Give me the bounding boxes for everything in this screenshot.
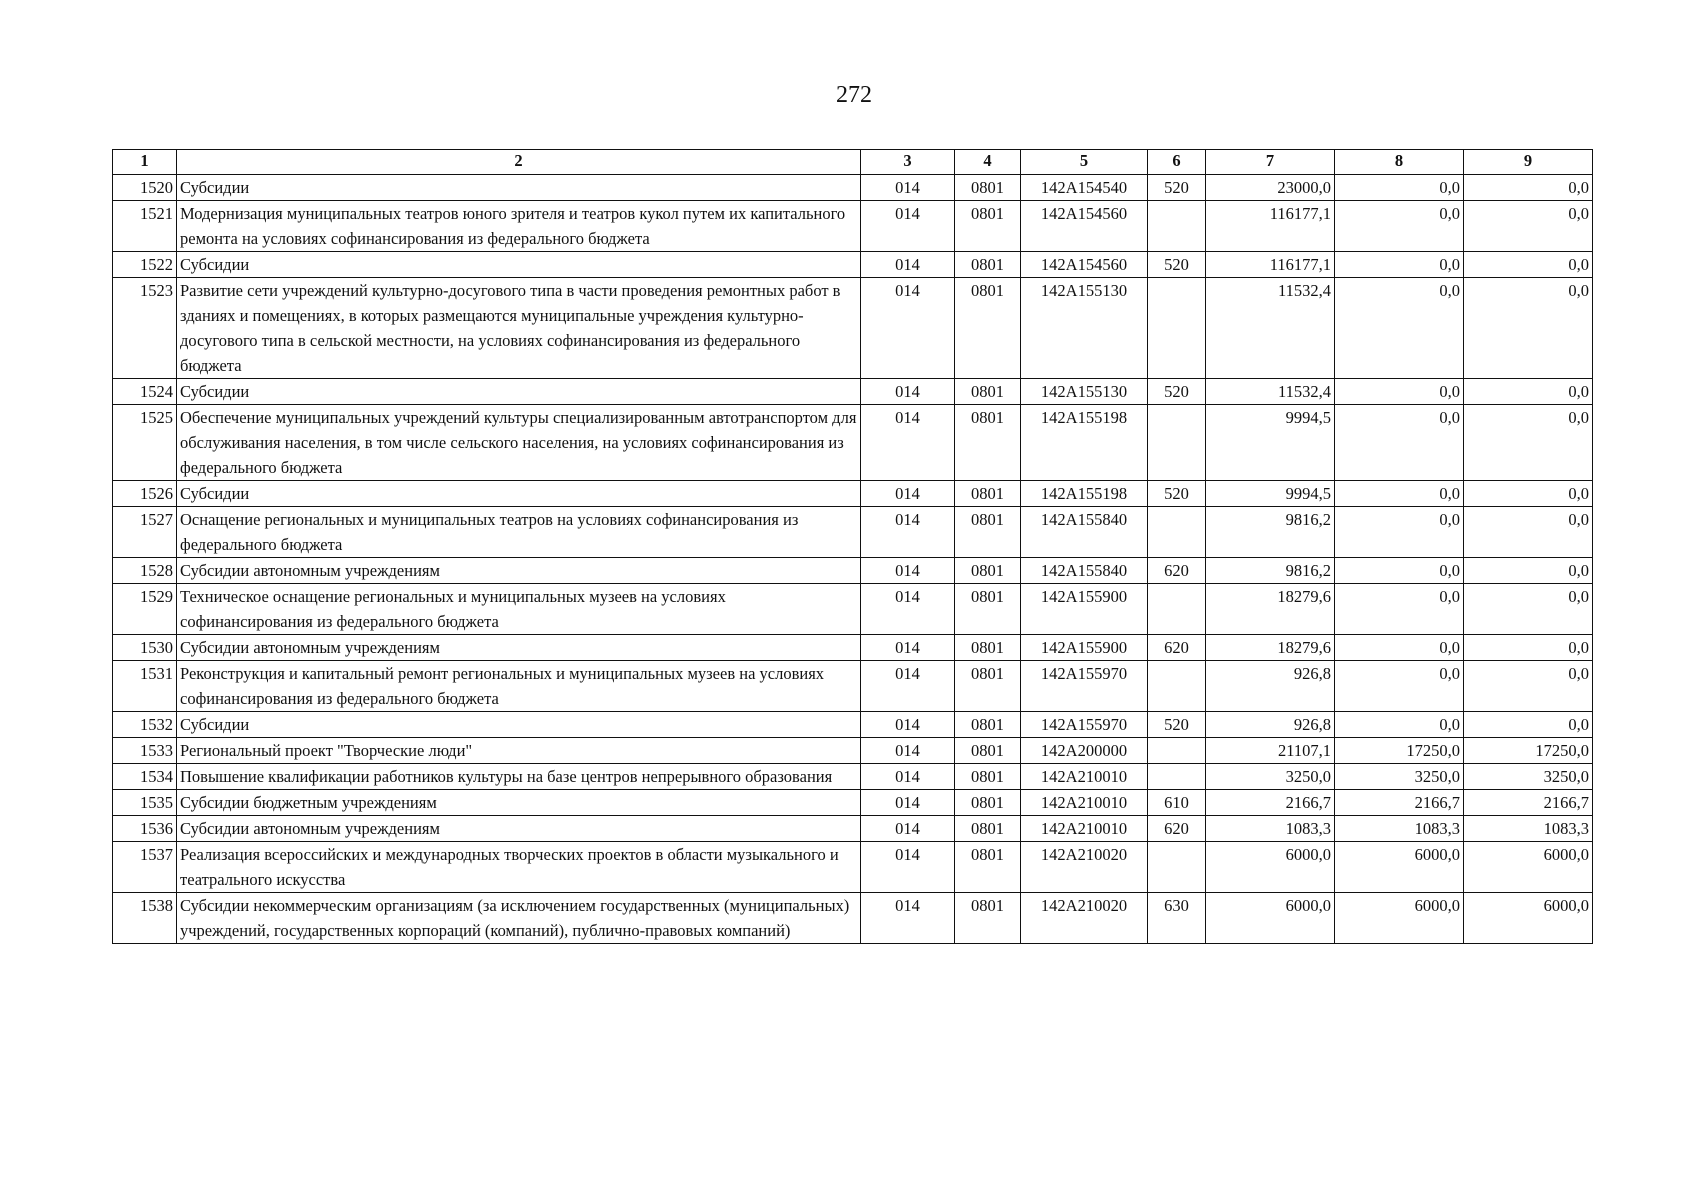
amount-year1-cell: 11532,4 — [1206, 278, 1335, 379]
amount-year1-cell: 2166,7 — [1206, 790, 1335, 816]
amount-year2-cell: 0,0 — [1335, 712, 1464, 738]
row-name-cell: Субсидии некоммерческим организациям (за исключением государственных (муниципальных) учреждений, государственных корпораций (компаний), публично-правовых компаний) — [177, 893, 861, 944]
expense-type-cell: 520 — [1148, 252, 1206, 278]
amount-year3-cell: 1083,3 — [1464, 816, 1593, 842]
row-number-cell: 1531 — [113, 661, 177, 712]
row-number-cell: 1529 — [113, 584, 177, 635]
target-code-cell: 142А210010 — [1021, 816, 1148, 842]
ministry-code-cell: 014 — [861, 738, 955, 764]
target-code-cell: 142А154560 — [1021, 252, 1148, 278]
expense-type-cell: 630 — [1148, 893, 1206, 944]
expense-type-cell: 620 — [1148, 558, 1206, 584]
amount-year2-cell: 0,0 — [1335, 278, 1464, 379]
section-code-cell: 0801 — [955, 842, 1021, 893]
row-number-cell: 1523 — [113, 278, 177, 379]
table-row — [113, 201, 1593, 252]
amount-year1-cell: 6000,0 — [1206, 842, 1335, 893]
expense-type-cell — [1148, 201, 1206, 252]
expense-type-cell: 620 — [1148, 816, 1206, 842]
header-cell: 8 — [1335, 150, 1464, 175]
section-code-cell: 0801 — [955, 816, 1021, 842]
section-code-cell: 0801 — [955, 201, 1021, 252]
amount-year3-cell: 0,0 — [1464, 379, 1593, 405]
section-code-cell: 0801 — [955, 738, 1021, 764]
target-code-cell: 142А154540 — [1021, 175, 1148, 201]
row-number-cell: 1534 — [113, 764, 177, 790]
section-code-cell: 0801 — [955, 584, 1021, 635]
expense-type-cell: 520 — [1148, 379, 1206, 405]
amount-year2-cell: 6000,0 — [1335, 842, 1464, 893]
expense-type-cell — [1148, 278, 1206, 379]
row-name-cell: Реализация всероссийских и международных творческих проектов в области музыкального и театрального искусства — [177, 842, 861, 893]
amount-year2-cell: 0,0 — [1335, 558, 1464, 584]
ministry-code-cell: 014 — [861, 175, 955, 201]
target-code-cell: 142А154560 — [1021, 201, 1148, 252]
table-row — [113, 175, 1593, 201]
expense-type-cell: 610 — [1148, 790, 1206, 816]
row-name-cell: Субсидии — [177, 379, 861, 405]
expense-type-cell: 520 — [1148, 481, 1206, 507]
page-number: 272 — [836, 82, 872, 108]
target-code-cell: 142А155970 — [1021, 661, 1148, 712]
amount-year1-cell: 9994,5 — [1206, 481, 1335, 507]
amount-year1-cell: 9816,2 — [1206, 558, 1335, 584]
amount-year1-cell: 116177,1 — [1206, 252, 1335, 278]
row-number-cell: 1526 — [113, 481, 177, 507]
header-row — [113, 150, 1593, 175]
section-code-cell: 0801 — [955, 558, 1021, 584]
ministry-code-cell: 014 — [861, 405, 955, 481]
target-code-cell: 142А210020 — [1021, 842, 1148, 893]
amount-year2-cell: 0,0 — [1335, 201, 1464, 252]
row-number-cell: 1537 — [113, 842, 177, 893]
row-name-cell: Региональный проект "Творческие люди" — [177, 738, 861, 764]
amount-year1-cell: 3250,0 — [1206, 764, 1335, 790]
target-code-cell: 142А155900 — [1021, 635, 1148, 661]
table-row — [113, 893, 1593, 944]
section-code-cell: 0801 — [955, 507, 1021, 558]
amount-year3-cell: 0,0 — [1464, 175, 1593, 201]
target-code-cell: 142А210020 — [1021, 893, 1148, 944]
amount-year1-cell: 9816,2 — [1206, 507, 1335, 558]
row-number-cell: 1538 — [113, 893, 177, 944]
amount-year1-cell: 18279,6 — [1206, 584, 1335, 635]
expense-type-cell: 520 — [1148, 175, 1206, 201]
amount-year2-cell: 1083,3 — [1335, 816, 1464, 842]
row-name-cell: Оснащение региональных и муниципальных театров на условиях софинансирования из федерального бюджета — [177, 507, 861, 558]
ministry-code-cell: 014 — [861, 893, 955, 944]
amount-year2-cell: 2166,7 — [1335, 790, 1464, 816]
header-cell: 4 — [955, 150, 1021, 175]
header-cell: 9 — [1464, 150, 1593, 175]
row-name-cell: Субсидии — [177, 175, 861, 201]
amount-year3-cell: 0,0 — [1464, 278, 1593, 379]
section-code-cell: 0801 — [955, 481, 1021, 507]
row-name-cell: Реконструкция и капитальный ремонт региональных и муниципальных музеев на условиях софинансирования из федерального бюджета — [177, 661, 861, 712]
table-row — [113, 252, 1593, 278]
amount-year1-cell: 21107,1 — [1206, 738, 1335, 764]
section-code-cell: 0801 — [955, 405, 1021, 481]
header-cell: 1 — [113, 150, 177, 175]
amount-year2-cell: 0,0 — [1335, 405, 1464, 481]
section-code-cell: 0801 — [955, 175, 1021, 201]
row-number-cell: 1520 — [113, 175, 177, 201]
amount-year2-cell: 0,0 — [1335, 481, 1464, 507]
row-number-cell: 1530 — [113, 635, 177, 661]
amount-year1-cell: 926,8 — [1206, 712, 1335, 738]
row-number-cell: 1522 — [113, 252, 177, 278]
row-name-cell: Субсидии автономным учреждениям — [177, 635, 861, 661]
table-body — [113, 175, 1593, 944]
amount-year3-cell: 0,0 — [1464, 405, 1593, 481]
target-code-cell: 142А155840 — [1021, 558, 1148, 584]
ministry-code-cell: 014 — [861, 584, 955, 635]
ministry-code-cell: 014 — [861, 481, 955, 507]
header-cell: 6 — [1148, 150, 1206, 175]
header-cell: 5 — [1021, 150, 1148, 175]
target-code-cell: 142А155900 — [1021, 584, 1148, 635]
amount-year1-cell: 11532,4 — [1206, 379, 1335, 405]
amount-year3-cell: 0,0 — [1464, 712, 1593, 738]
table-row — [113, 584, 1593, 635]
table-row — [113, 507, 1593, 558]
table-row — [113, 842, 1593, 893]
ministry-code-cell: 014 — [861, 712, 955, 738]
target-code-cell: 142А155840 — [1021, 507, 1148, 558]
ministry-code-cell: 014 — [861, 379, 955, 405]
header-cell: 7 — [1206, 150, 1335, 175]
row-name-cell: Субсидии автономным учреждениям — [177, 816, 861, 842]
amount-year2-cell: 17250,0 — [1335, 738, 1464, 764]
target-code-cell: 142А200000 — [1021, 738, 1148, 764]
section-code-cell: 0801 — [955, 661, 1021, 712]
section-code-cell: 0801 — [955, 764, 1021, 790]
row-name-cell: Обеспечение муниципальных учреждений культуры специализированным автотранспортом для обслуживания населения, в том числе сельского населения, на условиях софинансирования из федерального бюджета — [177, 405, 861, 481]
table-row — [113, 558, 1593, 584]
expense-type-cell: 520 — [1148, 712, 1206, 738]
amount-year2-cell: 0,0 — [1335, 175, 1464, 201]
expense-type-cell — [1148, 738, 1206, 764]
target-code-cell: 142А210010 — [1021, 790, 1148, 816]
expense-type-cell — [1148, 764, 1206, 790]
ministry-code-cell: 014 — [861, 558, 955, 584]
amount-year2-cell: 0,0 — [1335, 507, 1464, 558]
expense-type-cell: 620 — [1148, 635, 1206, 661]
table-row — [113, 738, 1593, 764]
row-name-cell: Субсидии автономным учреждениям — [177, 558, 861, 584]
header-cell: 2 — [177, 150, 861, 175]
row-number-cell: 1524 — [113, 379, 177, 405]
amount-year1-cell: 9994,5 — [1206, 405, 1335, 481]
header-cell: 3 — [861, 150, 955, 175]
expense-type-cell — [1148, 842, 1206, 893]
amount-year3-cell: 0,0 — [1464, 661, 1593, 712]
amount-year2-cell: 3250,0 — [1335, 764, 1464, 790]
section-code-cell: 0801 — [955, 635, 1021, 661]
section-code-cell: 0801 — [955, 712, 1021, 738]
table-row — [113, 379, 1593, 405]
amount-year3-cell: 0,0 — [1464, 507, 1593, 558]
amount-year1-cell: 23000,0 — [1206, 175, 1335, 201]
table-row — [113, 661, 1593, 712]
ministry-code-cell: 014 — [861, 252, 955, 278]
section-code-cell: 0801 — [955, 252, 1021, 278]
ministry-code-cell: 014 — [861, 661, 955, 712]
amount-year3-cell: 0,0 — [1464, 252, 1593, 278]
ministry-code-cell: 014 — [861, 278, 955, 379]
target-code-cell: 142А155130 — [1021, 379, 1148, 405]
ministry-code-cell: 014 — [861, 816, 955, 842]
amount-year3-cell: 0,0 — [1464, 558, 1593, 584]
amount-year3-cell: 6000,0 — [1464, 893, 1593, 944]
table-row — [113, 712, 1593, 738]
target-code-cell: 142А155970 — [1021, 712, 1148, 738]
table-row — [113, 405, 1593, 481]
table-row — [113, 278, 1593, 379]
amount-year3-cell: 3250,0 — [1464, 764, 1593, 790]
section-code-cell: 0801 — [955, 379, 1021, 405]
ministry-code-cell: 014 — [861, 764, 955, 790]
amount-year3-cell: 0,0 — [1464, 584, 1593, 635]
expense-type-cell — [1148, 507, 1206, 558]
amount-year2-cell: 0,0 — [1335, 635, 1464, 661]
amount-year1-cell: 18279,6 — [1206, 635, 1335, 661]
ministry-code-cell: 014 — [861, 507, 955, 558]
section-code-cell: 0801 — [955, 893, 1021, 944]
target-code-cell: 142А155198 — [1021, 405, 1148, 481]
row-name-cell: Субсидии — [177, 481, 861, 507]
ministry-code-cell: 014 — [861, 635, 955, 661]
table-row — [113, 764, 1593, 790]
row-name-cell: Субсидии — [177, 712, 861, 738]
row-number-cell: 1521 — [113, 201, 177, 252]
budget-table — [112, 149, 1593, 944]
row-name-cell: Техническое оснащение региональных и муниципальных музеев на условиях софинансирования из федерального бюджета — [177, 584, 861, 635]
amount-year2-cell: 0,0 — [1335, 252, 1464, 278]
target-code-cell: 142А155130 — [1021, 278, 1148, 379]
section-code-cell: 0801 — [955, 278, 1021, 379]
row-number-cell: 1527 — [113, 507, 177, 558]
row-number-cell: 1535 — [113, 790, 177, 816]
amount-year3-cell: 0,0 — [1464, 201, 1593, 252]
target-code-cell: 142А210010 — [1021, 764, 1148, 790]
amount-year3-cell: 0,0 — [1464, 481, 1593, 507]
amount-year1-cell: 6000,0 — [1206, 893, 1335, 944]
amount-year2-cell: 0,0 — [1335, 584, 1464, 635]
table-row — [113, 481, 1593, 507]
target-code-cell: 142А155198 — [1021, 481, 1148, 507]
amount-year3-cell: 17250,0 — [1464, 738, 1593, 764]
expense-type-cell — [1148, 584, 1206, 635]
table-row — [113, 790, 1593, 816]
amount-year1-cell: 926,8 — [1206, 661, 1335, 712]
row-number-cell: 1532 — [113, 712, 177, 738]
ministry-code-cell: 014 — [861, 842, 955, 893]
table-row — [113, 635, 1593, 661]
amount-year2-cell: 0,0 — [1335, 661, 1464, 712]
row-name-cell: Развитие сети учреждений культурно-досугового типа в части проведения ремонтных работ в зданиях и помещениях, в которых размещаются муниципальные учреждения культурно-досугового типа в сельской местности, на условиях софинансирования из федерального бюджета — [177, 278, 861, 379]
amount-year3-cell: 0,0 — [1464, 635, 1593, 661]
amount-year1-cell: 116177,1 — [1206, 201, 1335, 252]
expense-type-cell — [1148, 405, 1206, 481]
table-row — [113, 816, 1593, 842]
row-number-cell: 1533 — [113, 738, 177, 764]
amount-year2-cell: 0,0 — [1335, 379, 1464, 405]
expense-type-cell — [1148, 661, 1206, 712]
row-number-cell: 1525 — [113, 405, 177, 481]
row-name-cell: Повышение квалификации работников культуры на базе центров непрерывного образования — [177, 764, 861, 790]
row-name-cell: Модернизация муниципальных театров юного зрителя и театров кукол путем их капитального ремонта на условиях софинансирования из федерального бюджета — [177, 201, 861, 252]
amount-year3-cell: 6000,0 — [1464, 842, 1593, 893]
section-code-cell: 0801 — [955, 790, 1021, 816]
ministry-code-cell: 014 — [861, 201, 955, 252]
amount-year1-cell: 1083,3 — [1206, 816, 1335, 842]
row-number-cell: 1528 — [113, 558, 177, 584]
row-number-cell: 1536 — [113, 816, 177, 842]
row-name-cell: Субсидии — [177, 252, 861, 278]
amount-year3-cell: 2166,7 — [1464, 790, 1593, 816]
row-name-cell: Субсидии бюджетным учреждениям — [177, 790, 861, 816]
ministry-code-cell: 014 — [861, 790, 955, 816]
amount-year2-cell: 6000,0 — [1335, 893, 1464, 944]
